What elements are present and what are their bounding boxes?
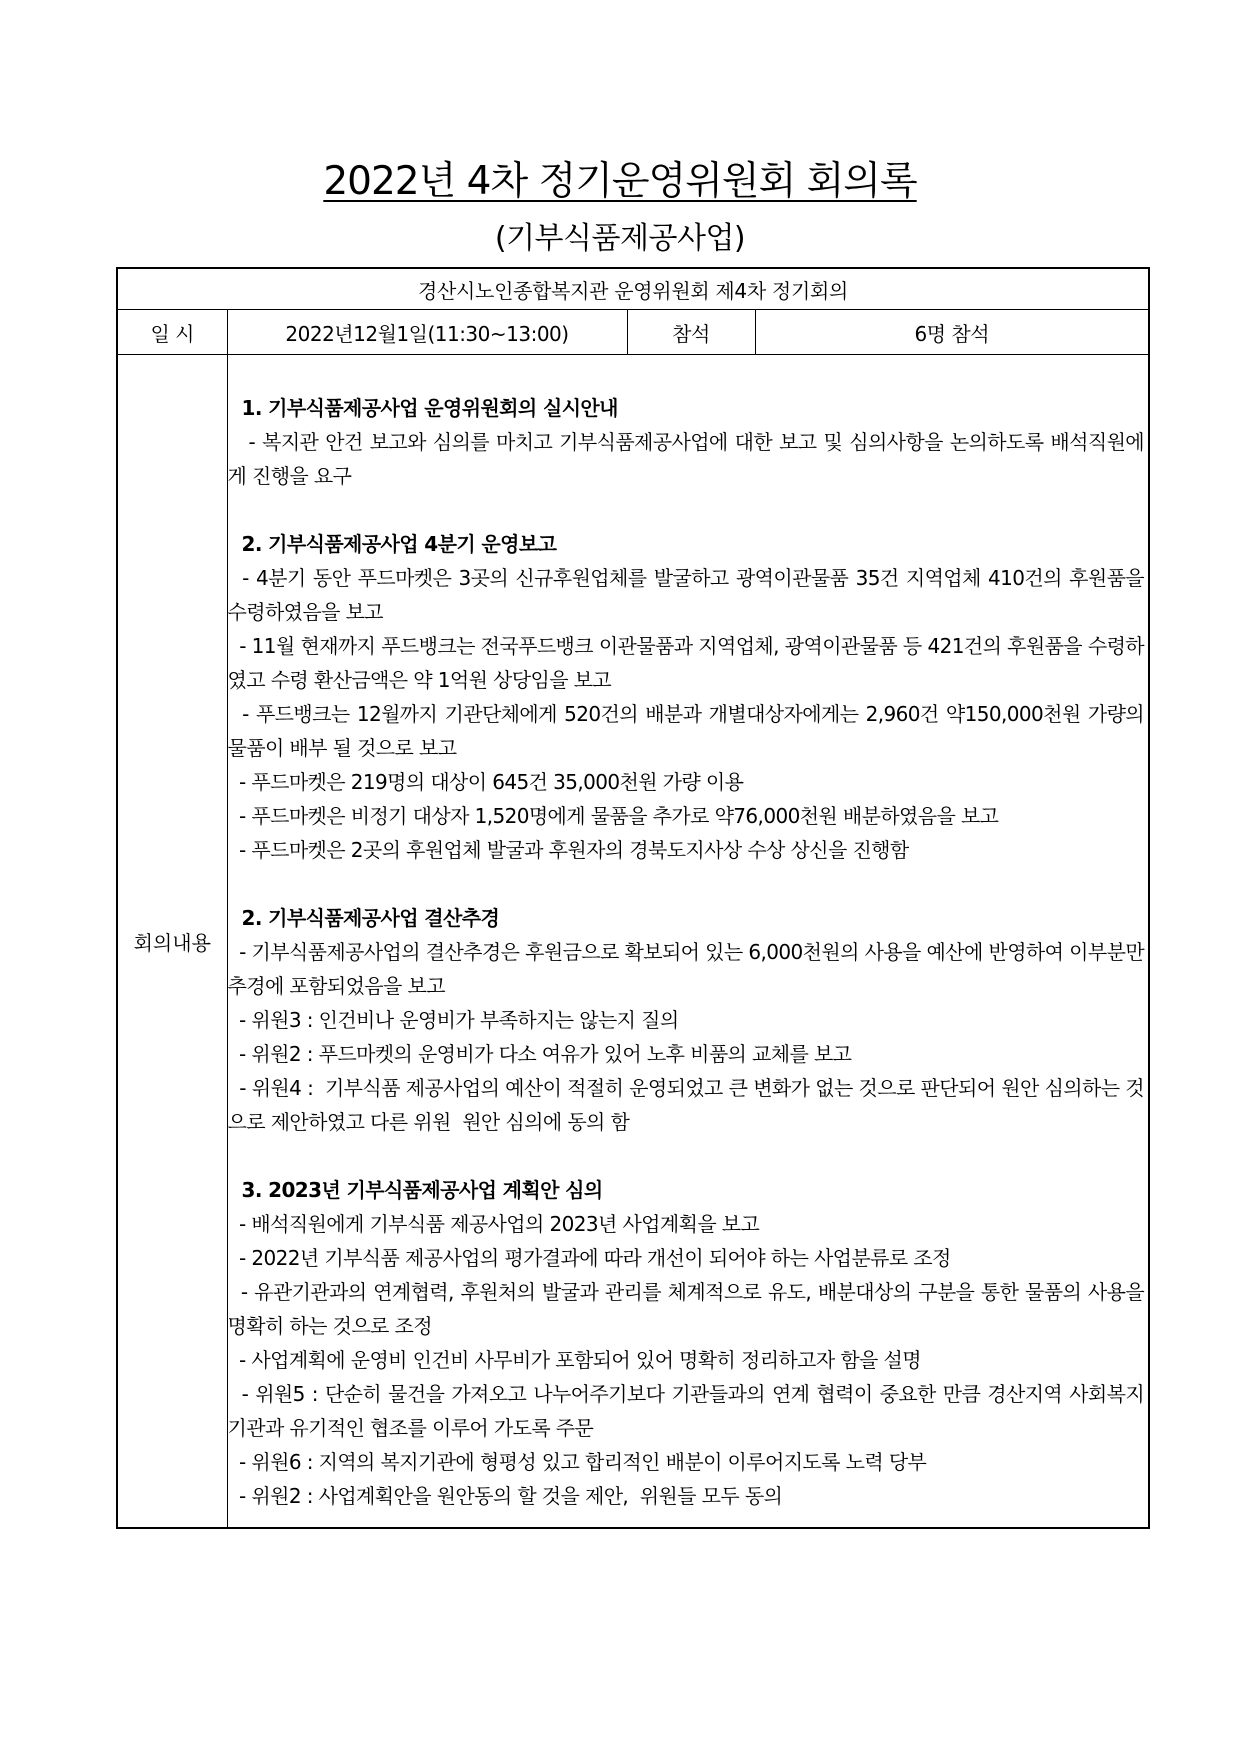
- section-item: - 유관기관과의 연계협력, 후원처의 발굴과 관리를 체계적으로 유도, 배분대상의 구분을 통한 물품의 사용을 명확히 하는 것으로 조정: [227, 1280, 1150, 1338]
- meeting-content: [227, 355, 1149, 1529]
- section-item: - 위원2 : 사업계획안을 원안동의 할 것을 제안, 위원들 모두 동의: [227, 1484, 783, 1508]
- section-item: - 위원2 : 푸드마켓의 운영비가 다소 여유가 있어 노후 비품의 교체를 보고: [227, 1042, 852, 1066]
- document-title: 2022년 4차 정기운영위원회 회의록: [323, 159, 917, 204]
- section-item: - 푸드마켓은 비정기 대상자 1,520명에게 물품을 추가로 약76,000천원 배분하였음을 보고: [227, 804, 999, 828]
- section-3: [228, 901, 1149, 1139]
- section-item: - 11월 현재까지 푸드뱅크는 전국푸드뱅크 이관물품과 지역업체, 광역이관물품 등 421건의 후원품을 수령하였고 수령 환산금액은 약 1억원 상당임을 보고: [227, 634, 1145, 692]
- section-heading: 2. 기부식품제공사업 결산추경: [241, 906, 500, 930]
- content-label: 회의내용: [117, 355, 227, 1529]
- section-item: - 푸드마켓은 2곳의 후원업체 발굴과 후원자의 경북도지사상 수상 상신을 진행함: [227, 838, 909, 862]
- section-4: [228, 1173, 1149, 1513]
- section-item: - 배석직원에게 기부식품 제공사업의 2023년 사업계획을 보고: [227, 1212, 760, 1236]
- section-2: [228, 527, 1149, 867]
- section-item: - 푸드뱅크는 12월까지 기관단체에게 520건의 배분과 개별대상자에게는 2,960건 약150,000천원 가량의 물품이 배부 될 것으로 보고: [227, 702, 1150, 760]
- section-item: - 위원6 : 지역의 복지기관에 형평성 있고 합리적인 배분이 이루어지도록 노력 당부: [227, 1450, 927, 1474]
- section-item: - 복지관 안건 보고와 심의를 마치고 기부식품제공사업에 대한 보고 및 심의사항을 논의하도록 배석직원에게 진행을 요구: [227, 430, 1145, 488]
- section-item: - 위원5 : 단순히 물건을 가져오고 나누어주기보다 기관들과의 연계 협력이 중요한 만큼 경산지역 사회복지 기관과 유기적인 협조를 이루어 가도록 주문: [227, 1382, 1150, 1440]
- date-value: 2022년12월1일(11:30~13:00): [227, 310, 627, 355]
- section-item: - 사업계획에 운영비 인건비 사무비가 포함되어 있어 명확히 정리하고자 함을 설명: [227, 1348, 921, 1372]
- date-label: 일 시: [117, 310, 227, 355]
- section-1: [228, 391, 1149, 493]
- section-heading: 3. 2023년 기부식품제공사업 계획안 심의: [241, 1178, 603, 1202]
- section-item: - 기부식품제공사업의 결산추경은 후원금으로 확보되어 있는 6,000천원의 사용을 예산에 반영하여 이부분만 추경에 포함되었음을 보고: [227, 940, 1150, 998]
- section-heading: 2. 기부식품제공사업 4분기 운영보고: [241, 532, 557, 556]
- attendance-value: 6명 참석: [755, 310, 1149, 355]
- section-item: - 위원4 : 기부식품 제공사업의 예산이 적절히 운영되었고 큰 변화가 없는 것으로 판단되어 원안 심의하는 것으로 제안하였고 다른 위원 원안 심의에 동의 함: [227, 1076, 1145, 1134]
- minutes-table: [116, 267, 1150, 1529]
- section-item: - 2022년 기부식품 제공사업의 평가결과에 따라 개선이 되어야 하는 사업분류로 조정: [227, 1246, 951, 1270]
- section-heading: 1. 기부식품제공사업 운영위원회의 실시안내: [241, 396, 618, 420]
- meeting-header: 경산시노인종합복지관 운영위원회 제4차 정기회의: [117, 268, 1149, 310]
- section-item: - 위원3 : 인건비나 운영비가 부족하지는 않는지 질의: [227, 1008, 679, 1032]
- section-item: - 푸드마켓은 219명의 대상이 645건 35,000천원 가량 이용: [227, 770, 744, 794]
- document-subtitle: (기부식품제공사업): [494, 221, 746, 256]
- section-item: - 4분기 동안 푸드마켓은 3곳의 신규후원업체를 발굴하고 광역이관물품 35건 지역업체 410건의 후원품을 수령하였음을 보고: [227, 566, 1150, 624]
- attendance-label: 참석: [627, 310, 755, 355]
